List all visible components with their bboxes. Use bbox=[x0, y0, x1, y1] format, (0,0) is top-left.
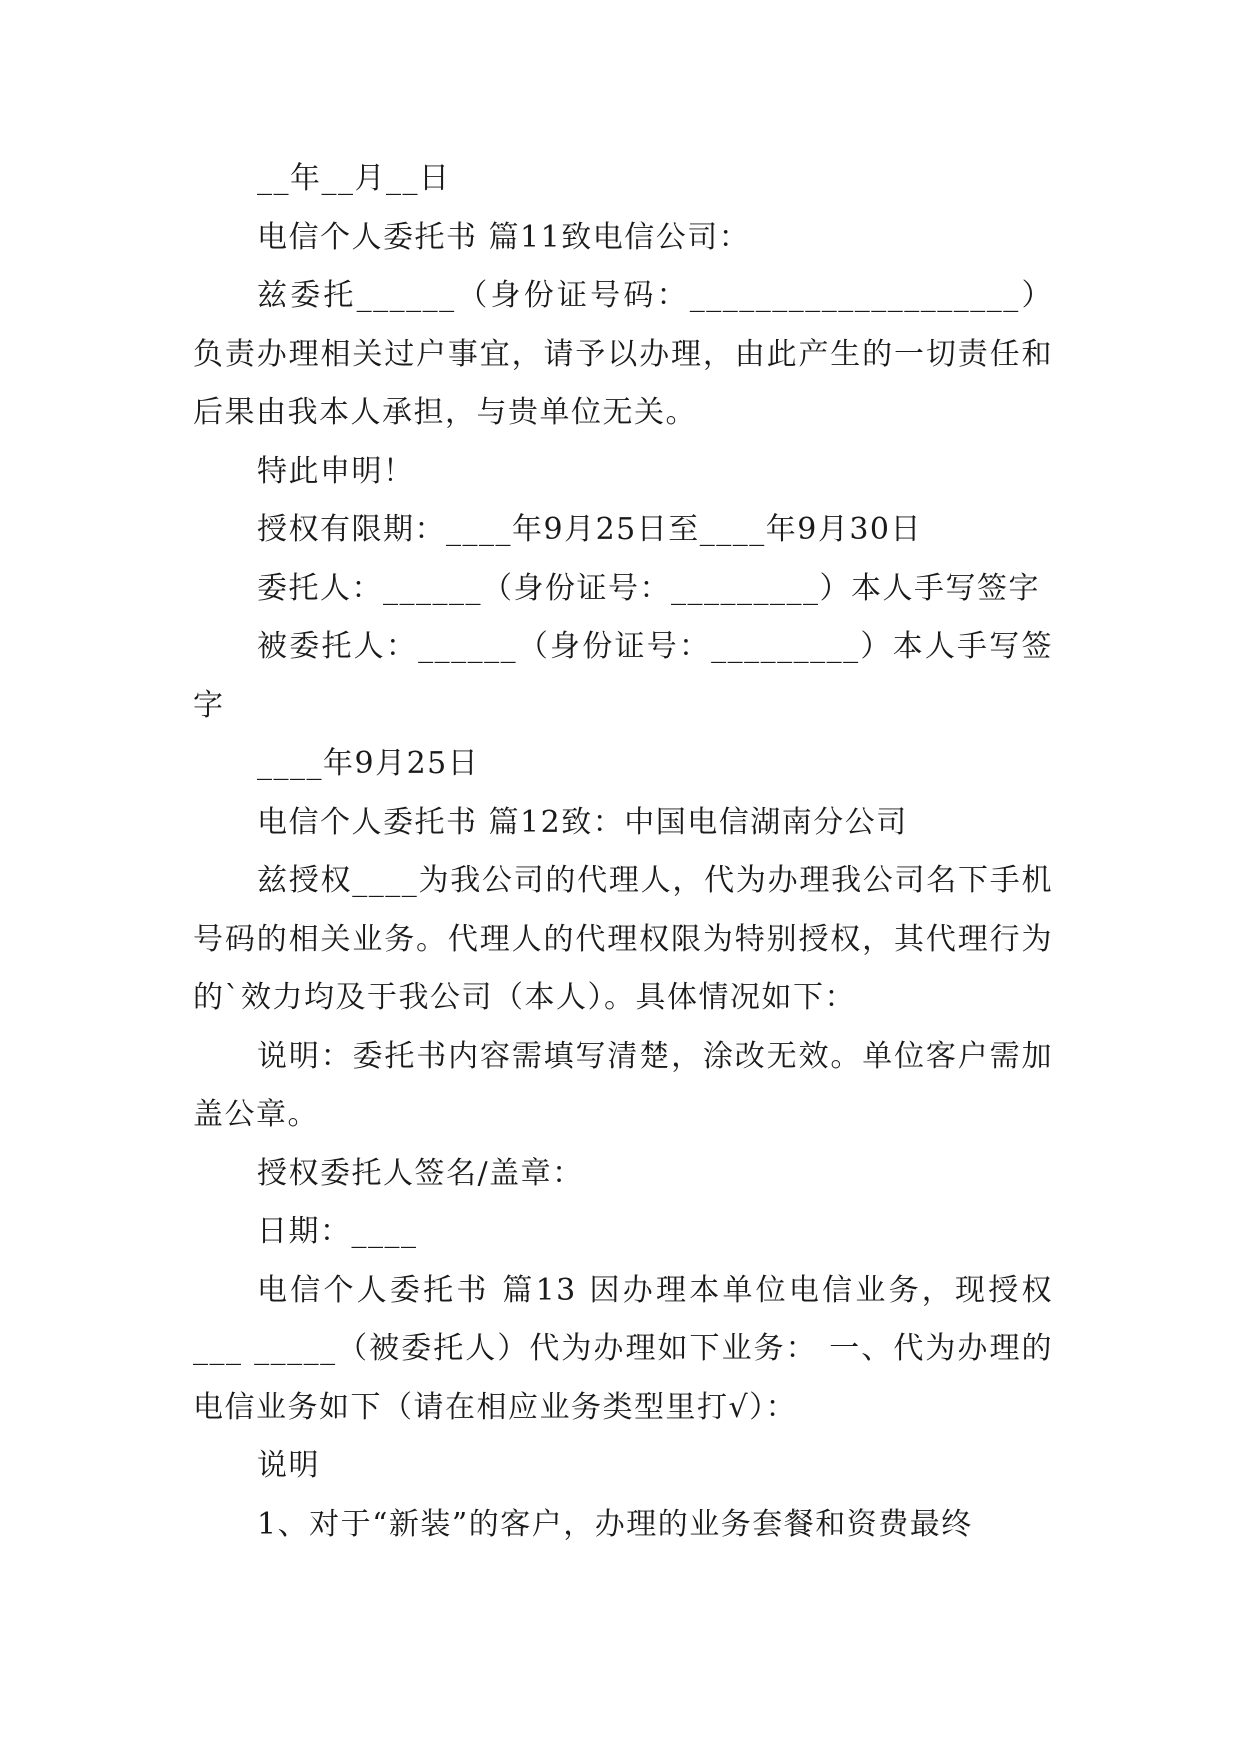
note-item-1: 1、对于“新装”的客户，办理的业务套餐和资费最终 bbox=[257, 1506, 973, 1542]
section-11-entrust-paragraph: 兹委托______（身份证号码：____________________）负责办理相关过户事宜，请予以办理，由此产生的一切责任和后果由我本人承担，与贵单位无关。 bbox=[193, 278, 1053, 430]
section-12-note-paragraph: 说明：委托书内容需填写清楚，涂改无效。单位客户需加盖公章。 bbox=[193, 1038, 1053, 1132]
section-12-authorization-paragraph: 兹授权____为我公司的代理人，代为办理我公司名下手机号码的相关业务。代理人的代理权限为特别授权，其代理行为的`效力均及于我公司（本人）。具体情况如下： bbox=[193, 863, 1053, 1015]
notes-heading: 说明 bbox=[257, 1448, 320, 1483]
date-line: __年__月__日 bbox=[257, 161, 451, 196]
section-12-heading: 电信个人委托书 篇12致：中国电信湖南分公司 bbox=[257, 804, 908, 840]
agent-signature-line: 被委托人：______（身份证号：_________）本人手写签字 bbox=[193, 629, 1053, 723]
section-11-heading: 电信个人委托书 篇11致电信公司： bbox=[257, 219, 751, 255]
authorizer-signature-line: 授权委托人签名/盖章： bbox=[257, 1155, 584, 1191]
declaration-line: 特此申明！ bbox=[257, 453, 415, 489]
signing-date-line: ____年9月25日 bbox=[257, 746, 480, 781]
authorization-period-line: 授权有限期：____年9月25日至____年9月30日 bbox=[257, 512, 923, 547]
section-13-paragraph: 电信个人委托书 篇13 因办理本单位电信业务，现授权___ _____（被委托人）代为办理如下业务： 一、代为办理的电信业务如下（请在相应业务类型里打√）： bbox=[193, 1272, 1053, 1425]
document-body bbox=[193, 150, 1053, 1554]
date-field-line: 日期：____ bbox=[257, 1214, 418, 1249]
principal-signature-line: 委托人：______（身份证号：_________）本人手写签字 bbox=[257, 570, 1040, 606]
